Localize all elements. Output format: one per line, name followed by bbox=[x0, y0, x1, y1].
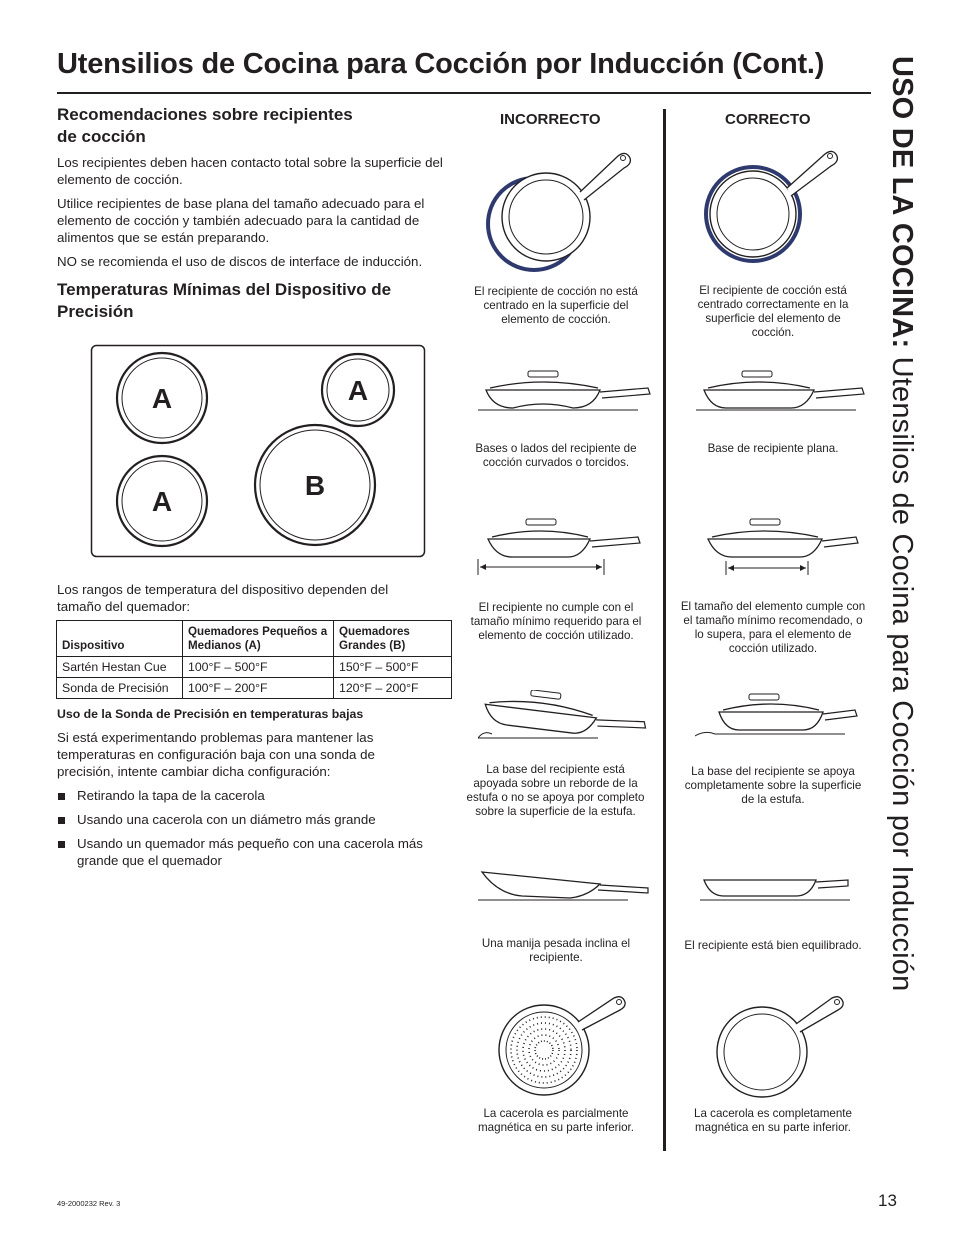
caption-correct-4: La base del recipiente se apoya completamente sobre la superficie de la estufa. bbox=[684, 765, 862, 806]
off-center-pan-illustration bbox=[476, 148, 646, 278]
burner-label-b: B bbox=[304, 470, 326, 501]
section1-p2: Utilice recipientes de base plana del tamaño adecuado para el elemento de cocción y también adecuado para la cantidad de alimentos que se están preparando. bbox=[57, 196, 425, 245]
section1-p3: NO se recomienda el uso de discos de interface de inducción. bbox=[57, 254, 423, 269]
caption-incorrect-4: La base del recipiente está apoyada sobre un reborde de la estufa o no se apoya por completo sobre la superficie de la estufa. bbox=[466, 763, 645, 818]
table-header-cell: Quemadores Pequeños a Medianos (A) bbox=[183, 621, 334, 657]
caption-correct-3: El tamaño del elemento cumple con el tamaño mínimo recomendado, o lo supera, para el elemento de cocción utilizado. bbox=[680, 600, 866, 655]
title-rule bbox=[57, 92, 871, 94]
bullet-item: Retirando la tapa de la cacerola bbox=[77, 788, 265, 803]
balanced-pan-illustration bbox=[700, 868, 880, 913]
doc-number: 49-2000232 Rev. 3 bbox=[57, 1199, 121, 1208]
level-on-stove-illustration bbox=[695, 690, 875, 750]
caption-incorrect-2: Bases o lados del recipiente de cocción curvados o torcidos. bbox=[475, 442, 637, 469]
bullet-item: Usando un quemador más pequeño con una cacerola más grande que el quemador bbox=[77, 836, 423, 868]
caption-correct-6: La cacerola es completamente magnética en su parte inferior. bbox=[694, 1107, 852, 1134]
fully-magnetic-pan-illustration bbox=[710, 992, 860, 1112]
caption-correct-1: El recipiente de cocción está centrado correctamente en la superficie del elemento de cocción. bbox=[697, 284, 849, 339]
table-row bbox=[57, 657, 452, 678]
table-header-cell: Dispositivo bbox=[57, 621, 183, 657]
probe-subheading: Uso de la Sonda de Precisión en temperaturas bajas bbox=[57, 707, 364, 721]
caption-correct-5: El recipiente está bien equilibrado. bbox=[684, 939, 862, 952]
burner-label-a1: A bbox=[151, 383, 173, 414]
table-cell: 100°F – 200°F bbox=[183, 678, 334, 699]
caption-incorrect-5: Una manija pesada inclina el recipiente. bbox=[481, 937, 631, 964]
partially-magnetic-pan-illustration bbox=[490, 992, 640, 1112]
cooktop-diagram bbox=[90, 344, 428, 564]
burner-label-a2: A bbox=[347, 375, 369, 406]
page-title: Utensilios de Cocina para Cocción por Inducción (Cont.) bbox=[57, 48, 825, 80]
section1-p1: Los recipientes deben hacen contacto total sobre la superficie del elemento de cocción. bbox=[57, 155, 443, 187]
table-row bbox=[57, 678, 452, 699]
temperature-table bbox=[56, 620, 452, 699]
warped-pan-illustration bbox=[478, 368, 653, 423]
table-cell: 150°F – 500°F bbox=[334, 657, 452, 678]
table-cell: 120°F – 200°F bbox=[334, 678, 452, 699]
burner-label-a3: A bbox=[151, 486, 173, 517]
bullet-marker bbox=[58, 817, 65, 824]
side-title-bold: USO DE LA COCINA: bbox=[886, 56, 918, 349]
caption-correct-2: Base de recipiente plana. bbox=[707, 442, 839, 455]
caption-incorrect-3: El recipiente no cumple con el tamaño mínimo requerido para el elemento de cocción utilizado. bbox=[470, 601, 642, 642]
table-header-cell: Quemadores Grandes (B) bbox=[334, 621, 452, 657]
side-title bbox=[880, 56, 920, 1176]
tilted-on-ledge-illustration bbox=[478, 690, 658, 750]
bullet-marker bbox=[58, 841, 65, 848]
side-title-normal: Utensilios de Cocina para Cocción por Inducción bbox=[886, 348, 918, 992]
table-cell: 100°F – 500°F bbox=[183, 657, 334, 678]
proper-size-pan-illustration bbox=[704, 515, 884, 585]
column-divider bbox=[663, 109, 666, 1151]
section1-heading: Recomendaciones sobre recipientes de cocción bbox=[57, 105, 353, 146]
table-cell: Sartén Hestan Cue bbox=[57, 657, 183, 678]
table-header-row bbox=[57, 621, 452, 657]
bullet-item: Usando una cacerola con un diámetro más grande bbox=[77, 812, 376, 827]
table-intro: Los rangos de temperatura del dispositivo dependen del tamaño del quemador: bbox=[57, 582, 389, 614]
flat-pan-illustration bbox=[696, 368, 871, 423]
caption-incorrect-6: La cacerola es parcialmente magnética en su parte inferior. bbox=[478, 1107, 634, 1134]
centered-pan-illustration bbox=[703, 148, 873, 278]
caption-incorrect-1: El recipiente de cocción no está centrado en la superficie del elemento de cocción. bbox=[474, 285, 638, 326]
correct-heading: CORRECTO bbox=[725, 111, 811, 128]
incorrect-heading: INCORRECTO bbox=[500, 111, 601, 128]
page-number: 13 bbox=[878, 1191, 897, 1210]
table-cell: Sonda de Precisión bbox=[57, 678, 183, 699]
probe-paragraph: Si está experimentando problemas para mantener las temperaturas en configuración baja con una sonda de precisión, intente cambiar dicha configuración: bbox=[57, 730, 375, 779]
tipping-pan-illustration bbox=[478, 868, 658, 913]
bullet-marker bbox=[58, 793, 65, 800]
section2-heading: Temperaturas Mínimas del Dispositivo de Precisión bbox=[57, 280, 392, 321]
small-pan-illustration bbox=[476, 515, 656, 585]
